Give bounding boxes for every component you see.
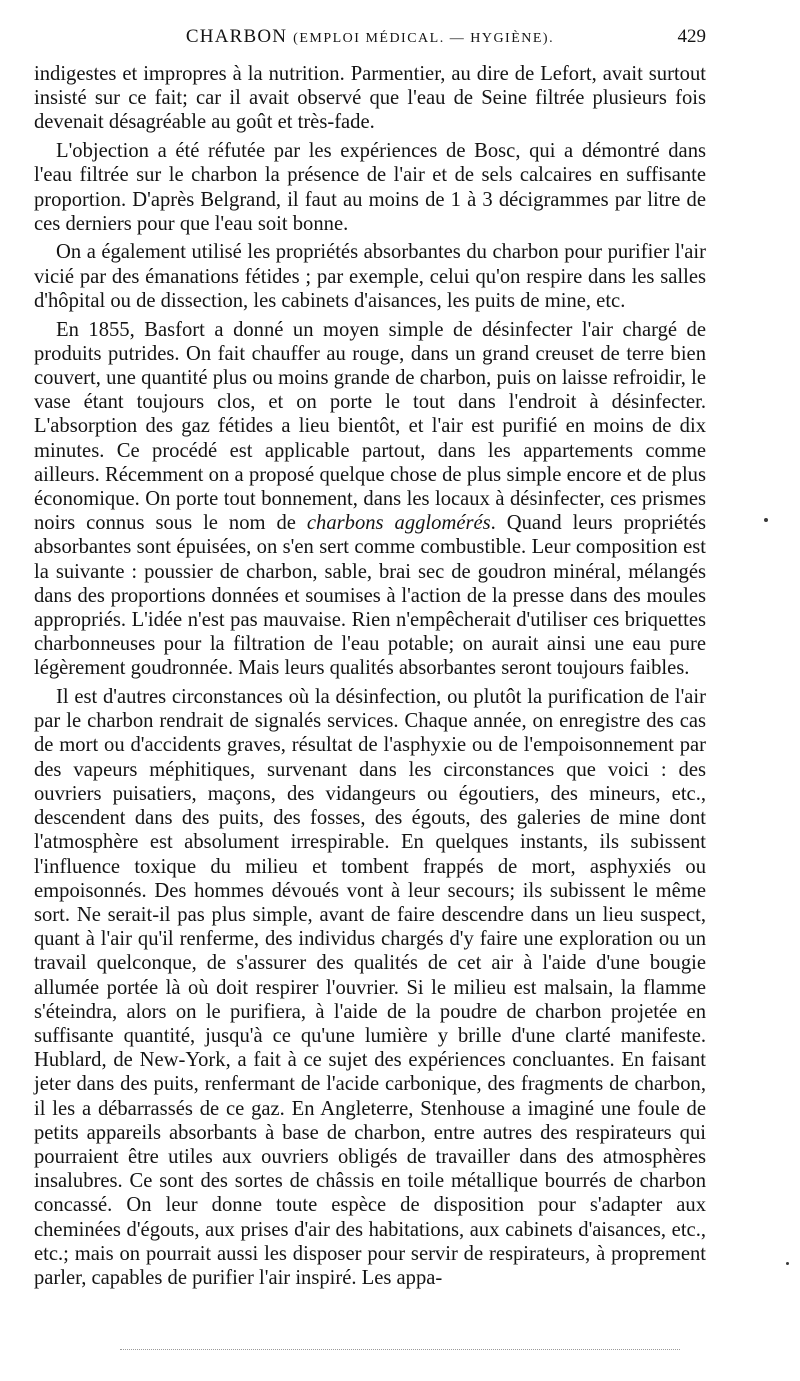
header-title: CHARBON xyxy=(185,26,288,47)
paragraph-5 xyxy=(34,685,706,1290)
paragraph-4-text-continued: . Quand leurs propriétés absorbantes sont épuisées, on s'en sert comme combustible. Leur composition est la suivante : poussier de charbon, sable, brai sec de goudron minéral, mélangés dans des proportions données et soumises à l'action de la presse dans des moules appropriés. L'idée n'est pas mauvaise. Rien n'empêcherait d'utiliser ces briquettes charbonneuses pour la filtration de l'eau potable; on aurait ainsi une eau pure légèrement goudronnée. Mais leurs qualités absorbantes seront toujours faibles. xyxy=(34,512,706,680)
header-subtitle: (EMPLOI MÉDICAL. — HYGIÈNE). xyxy=(293,31,555,46)
body-text xyxy=(34,62,706,1295)
running-title xyxy=(34,26,706,48)
page-number: 429 xyxy=(677,26,706,47)
print-speck xyxy=(764,518,768,522)
paragraph-2 xyxy=(34,139,706,236)
print-speck xyxy=(786,1262,789,1265)
emphasis-charbons-agglomeres: charbons agglomérés xyxy=(306,512,491,535)
paragraph-3 xyxy=(34,240,706,313)
paragraph-1 xyxy=(34,62,706,135)
paragraph-4 xyxy=(34,318,706,681)
paragraph-5-text: Il est d'autres circonstances où la désinfection, ou plutôt la purification de l'air par le charbon rendrait de signalés services. Chaque année, on enregistre des cas de mort ou d'accidents graves, résultat de l'asphyxie ou de l'empoisonnement par des vapeurs méphitiques, survenant dans les circonstances que voici : des ouvriers puisatiers, maçons, des vidangeurs ou égoutiers, des mineurs, etc., descendent dans des puits, des fosses, des égouts, des galeries de mine dont l'atmosphère est absolument irrespirable. En quelques instants, ils subissent l'influence toxique du milieu et tombent frappés de mort, asphyxiés ou empoisonnés. Des hommes dévoués vont à leur secours; ils subissent le même sort. Ne serait-il pas plus simple, avant de faire descendre dans un lieu suspect, quant à l'air qu'il renferme, des individus chargés d'y faire une exploration ou un travail quelconque, de s'assurer des qualités de cet air à l'aide d'une bougie allumée portée là où doit respirer l'ouvrier. Si le milieu est malsain, la flamme s'éteindra, alors on le purifiera, à l'aide de la poudre de charbon projetée en suffisante quantité, jusqu'à ce qu'une lumière y brille d'une clarté manifeste. Hublard, de New-York, a fait à ce sujet des expériences concluantes. En faisant jeter dans des puits, renfermant de l'acide carbonique, des fragments de charbon, il les a débarrassés de ce gaz. En Angleterre, Stenhouse a imaginé une foule de petits appareils absorbants à base de charbon, entre autres des respirateurs qui pourraient être utiles aux ouvriers obligés de travailler dans des atmosphères insalubres. Ce sont des sortes de châssis en toile métallique bourrés de charbon concassé. On leur donne toute espèce de disposition pour s'adapter aux cheminées d'égouts, aux prises d'air des habitations, aux cabinets d'aisances, etc., etc.; mais on pourrait aussi les disposer pour servir de respirateurs, à proprement parler, capables de purifier l'air inspiré. Les appa- xyxy=(34,686,706,1289)
running-header xyxy=(34,26,706,56)
bottom-bleed-through-rule xyxy=(120,1349,680,1350)
paragraph-3-text: On a également utilisé les propriétés absorbantes du charbon pour purifier l'air vicié par des émanations fétides ; par exemple, celui qu'on respire dans les salles d'hôpital ou de dissection, les cabinets d'aisances, les puits de mine, etc. xyxy=(34,241,706,312)
paragraph-1-text: indigestes et impropres à la nutrition. Parmentier, au dire de Lefort, avait surtout insisté sur ce fait; car il avait observé que l'eau de Seine filtrée plusieurs fois devenait désagréable au goût et très-fade. xyxy=(34,63,706,134)
paragraph-2-text: L'objection a été réfutée par les expériences de Bosc, qui a démontré dans l'eau filtrée sur le charbon la présence de l'air et de sels calcaires en suffisante proportion. D'après Belgrand, il faut au moins de 1 à 3 décigrammes par litre de ces derniers pour que l'eau soit bonne. xyxy=(34,140,706,235)
paragraph-4-text: En 1855, Basfort a donné un moyen simple de désinfecter l'air chargé de produits putrides. On fait chauffer au rouge, dans un grand creuset de terre bien couvert, une quantité plus ou moins grande de charbon, puis on laisse refroidir, le vase étant toujours clos, et on porte le tout dans l'endroit à désinfecter. L'absorption des gaz fétides a lieu bientôt, et l'air est purifié en moins de dix minutes. Ce procédé est applicable partout, dans les appartements comme ailleurs. Récemment on a proposé quelque chose de plus simple encore et de plus économique. On porte tout bonnement, dans les locaux à désinfecter, ces prismes noirs connus sous le nom de xyxy=(34,318,706,535)
